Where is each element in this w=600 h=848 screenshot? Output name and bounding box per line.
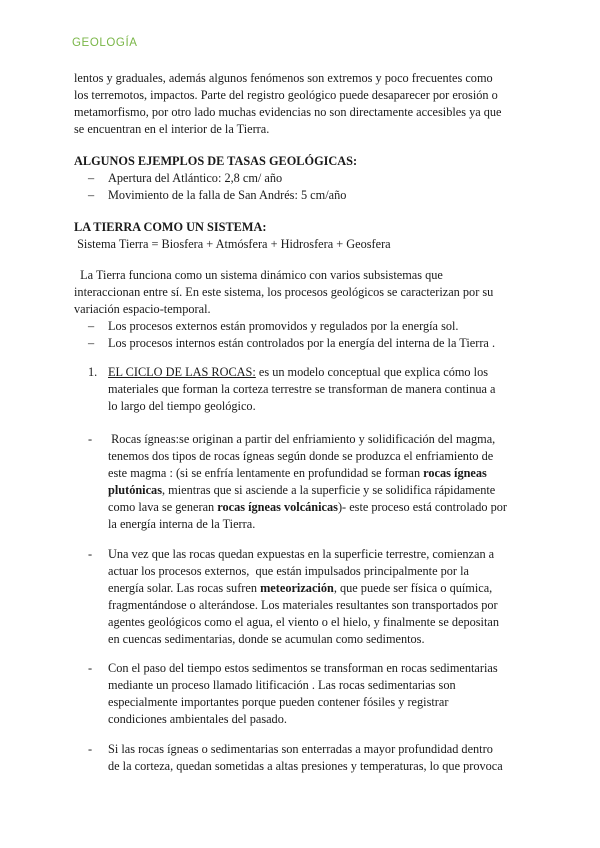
text-line: lentos y graduales, además algunos fenómenos son extremos y poco frecuentes como xyxy=(74,71,493,85)
numbered-item xyxy=(74,364,534,415)
text-line: se encuentran en el interior de la Tierra. xyxy=(74,122,270,136)
ciclo-section xyxy=(74,364,534,415)
intro-paragraph xyxy=(74,70,534,138)
text-line: actuar los procesos externos, que están impulsados principalmente por la xyxy=(108,564,469,578)
text-line: lo largo del tiempo geológico. xyxy=(108,399,256,413)
bold-term: meteorización xyxy=(260,581,334,595)
text-span: como lava se generan xyxy=(108,500,218,514)
text-line: fragmentándose o alterándose. Los materiales resultantes son transportados por xyxy=(108,598,498,612)
ciclo-title: EL CICLO DE LAS ROCAS: xyxy=(108,365,256,379)
sistema-paragraph xyxy=(74,267,534,352)
text-span: )- este proceso está controlado por xyxy=(337,500,507,514)
list-item-text: Los procesos externos están promovidos y regulados por la energía sol. xyxy=(108,319,459,333)
text-line: de la corteza, quedan sometidas a altas presiones y temperaturas, lo que provoca xyxy=(108,759,503,773)
dash-bullet: - xyxy=(88,742,93,756)
list-item xyxy=(74,546,534,648)
text-line: La Tierra funciona como un sistema dinámico con varios subsistemas que xyxy=(74,268,443,282)
text-line: variación espacio-temporal. xyxy=(74,302,211,316)
bold-term: rocas ígneas xyxy=(423,466,487,480)
dash-bullet: – xyxy=(88,188,95,202)
list-item xyxy=(74,335,534,352)
text-line: en cuencas sedimentarias, donde se acumulan como sedimentos. xyxy=(108,632,425,646)
sistema-section xyxy=(74,219,534,253)
text-line: metamorfismo, por otro lado muchas evidencias no son directamente accesibles ya que xyxy=(74,105,502,119)
section-heading: ALGUNOS EJEMPLOS DE TASAS GEOLÓGICAS: xyxy=(74,154,358,168)
tasas-section xyxy=(74,153,534,204)
text-span: es un modelo conceptual que explica cómo los xyxy=(255,365,489,379)
list-item xyxy=(74,431,534,533)
metamorficas-item xyxy=(74,741,534,775)
dash-bullet: – xyxy=(88,319,95,333)
meteorizacion-item xyxy=(74,546,534,648)
text-line: Con el paso del tiempo estos sedimentos se transforman en rocas sedimentarias xyxy=(108,661,498,675)
text-span: este magma : (si se enfría lentamente en profundidad se forman xyxy=(108,466,424,480)
list-item xyxy=(74,187,534,204)
list-item-text: Apertura del Atlántico: 2,8 cm/ año xyxy=(108,171,283,185)
dash-bullet: – xyxy=(88,336,95,350)
text-line: Una vez que las rocas quedan expuestas en la superficie terrestre, comienzan a xyxy=(108,547,495,561)
bold-term: plutónicas xyxy=(108,483,162,497)
text-line: agentes geológicos como el agua, el viento o el hielo, y finalmente se depositan xyxy=(108,615,499,629)
section-heading: LA TIERRA COMO UN SISTEMA: xyxy=(74,220,267,234)
list-item-text: Los procesos internos están controlados por la energía del interna de la Tierra . xyxy=(108,336,496,350)
text-line: Si las rocas ígneas o sedimentarias son enterradas a mayor profundidad dentro xyxy=(108,742,493,756)
text-line: especialmente importantes porque pueden contener fósiles y registrar xyxy=(108,695,449,709)
text-span: energía solar. Las rocas sufren xyxy=(108,581,261,595)
list-item xyxy=(74,318,534,335)
list-item-text: Movimiento de la falla de San Andrés: 5 cm/año xyxy=(108,188,347,202)
text-line: los terremotos, impactos. Parte del registro geológico puede desaparecer por erosión o xyxy=(74,88,498,102)
text-span: , mientras que si asciende a la superficie y se solidifica rápidamente xyxy=(162,483,496,497)
document-header: GEOLOGÍA xyxy=(72,37,138,49)
dash-bullet: - xyxy=(88,547,93,561)
text-line: materiales que forman la corteza terrestre se transforman de manera continua a xyxy=(108,382,496,396)
text-line: Rocas ígneas:se originan a partir del enfriamiento y solidificación del magma, xyxy=(108,432,496,446)
dash-bullet: - xyxy=(88,432,93,446)
list-item xyxy=(74,741,534,775)
bold-term: rocas ígneas volcánicas xyxy=(217,500,338,514)
sedimentarias-item xyxy=(74,660,534,728)
item-number: 1. xyxy=(88,365,98,379)
list-item xyxy=(74,170,534,187)
list-item xyxy=(74,660,534,728)
text-line: condiciones ambientales del pasado. xyxy=(108,712,287,726)
text-span: , que puede ser física o química, xyxy=(333,581,493,595)
text-line: la energía interna de la Tierra. xyxy=(108,517,256,531)
text-line: tenemos dos tipos de rocas ígneas según donde se produzca el enfriamiento de xyxy=(108,449,494,463)
text-line: interaccionan entre sí. En este sistema, los procesos geológicos se caracterizan por su xyxy=(74,285,494,299)
dash-bullet: - xyxy=(88,661,93,675)
sistema-formula: Sistema Tierra = Biosfera + Atmósfera + Hidrosfera + Geosfera xyxy=(74,237,391,251)
igneas-item xyxy=(74,431,534,533)
dash-bullet: – xyxy=(88,171,95,185)
text-line: mediante un proceso llamado litificación . Las rocas sedimentarias son xyxy=(108,678,456,692)
